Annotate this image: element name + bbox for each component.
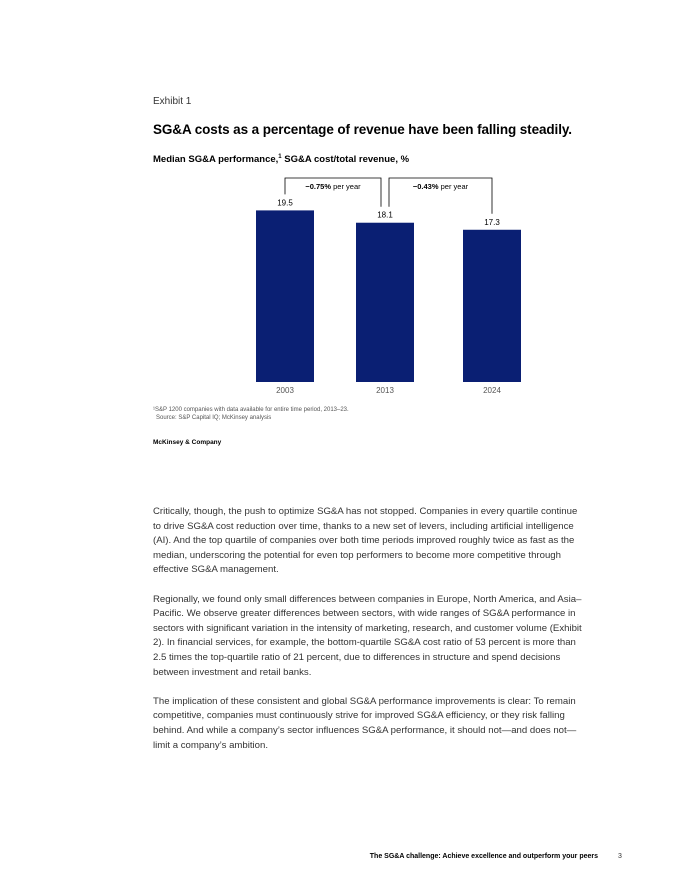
footnote-marker: 1: [278, 154, 282, 160]
mckinsey-logo: McKinsey & Company: [153, 439, 222, 446]
chart-subtitle-rest: SG&A cost/total revenue, %: [281, 154, 410, 166]
x-tick-2003: 2003: [276, 386, 294, 395]
growth-annotation-1: −0.75% per year: [305, 182, 361, 191]
exhibit-title: SG&A costs as a percentage of revenue have been falling steadily.: [153, 122, 572, 137]
sga-bar-chart: [150, 172, 550, 398]
footer-title: The SG&A challenge: Achieve excellence and outperform your peers: [369, 853, 598, 860]
bar-2013: [356, 223, 414, 382]
growth-annotation-2: −0.43% per year: [412, 182, 469, 191]
x-tick-2024: 2024: [483, 386, 501, 395]
data-label-2003: 19.5: [277, 198, 293, 208]
paragraph: Critically, though, the push to optimize SG&A has not stopped. Companies in every quartile continue to drive SG&A cost reduction over time, thanks to a new set of levers, including artificial intelligence (AI). And the top quartile of companies over both time periods improved roughly twice as fast as the median, underscoring the potential for even top performers to become more competitive through effective SG&A management.: [153, 506, 578, 576]
page-number: 3: [618, 853, 622, 860]
chart-subtitle: [153, 154, 409, 165]
chart-subtitle-main: Median SG&A performance,: [153, 154, 279, 166]
article-body: [153, 505, 583, 768]
exhibit-label: Exhibit 1: [153, 96, 192, 107]
footnote-1: ¹S&P 1200 companies with data available for entire time period, 2013–23.: [153, 407, 349, 413]
data-label-2024: 17.3: [484, 217, 500, 227]
paragraph: The implication of these consistent and global SG&A performance improvements is clear: To remain competitive, companies must continuously strive for improved SG&A efficiency, or they risk falling behind. And while a company’s sector influences SG&A performance, it should not—and does not—limit a company’s ambition.: [153, 695, 577, 751]
bar-2024: [463, 230, 521, 382]
bar-2003: [256, 210, 314, 382]
paragraph: Regionally, we found only small differences between companies in Europe, North America, and Asia–Pacific. We observe greater differences between sectors, with wide ranges of SG&A performance in sectors with significant variation in the intensity of marketing, research, and customer volume (Exhibit 2). In financial services, for example, the bottom-quartile SG&A cost ratio of 53 percent is more than 2.5 times the top-quartile ratio of 21 percent, due to differences in structure and spend decisions between investment and retail banks.: [153, 593, 582, 678]
source-note: Source: S&P Capital IQ; McKinsey analysis: [156, 415, 272, 421]
x-tick-2013: 2013: [376, 386, 394, 395]
data-label-2013: 18.1: [377, 210, 393, 220]
